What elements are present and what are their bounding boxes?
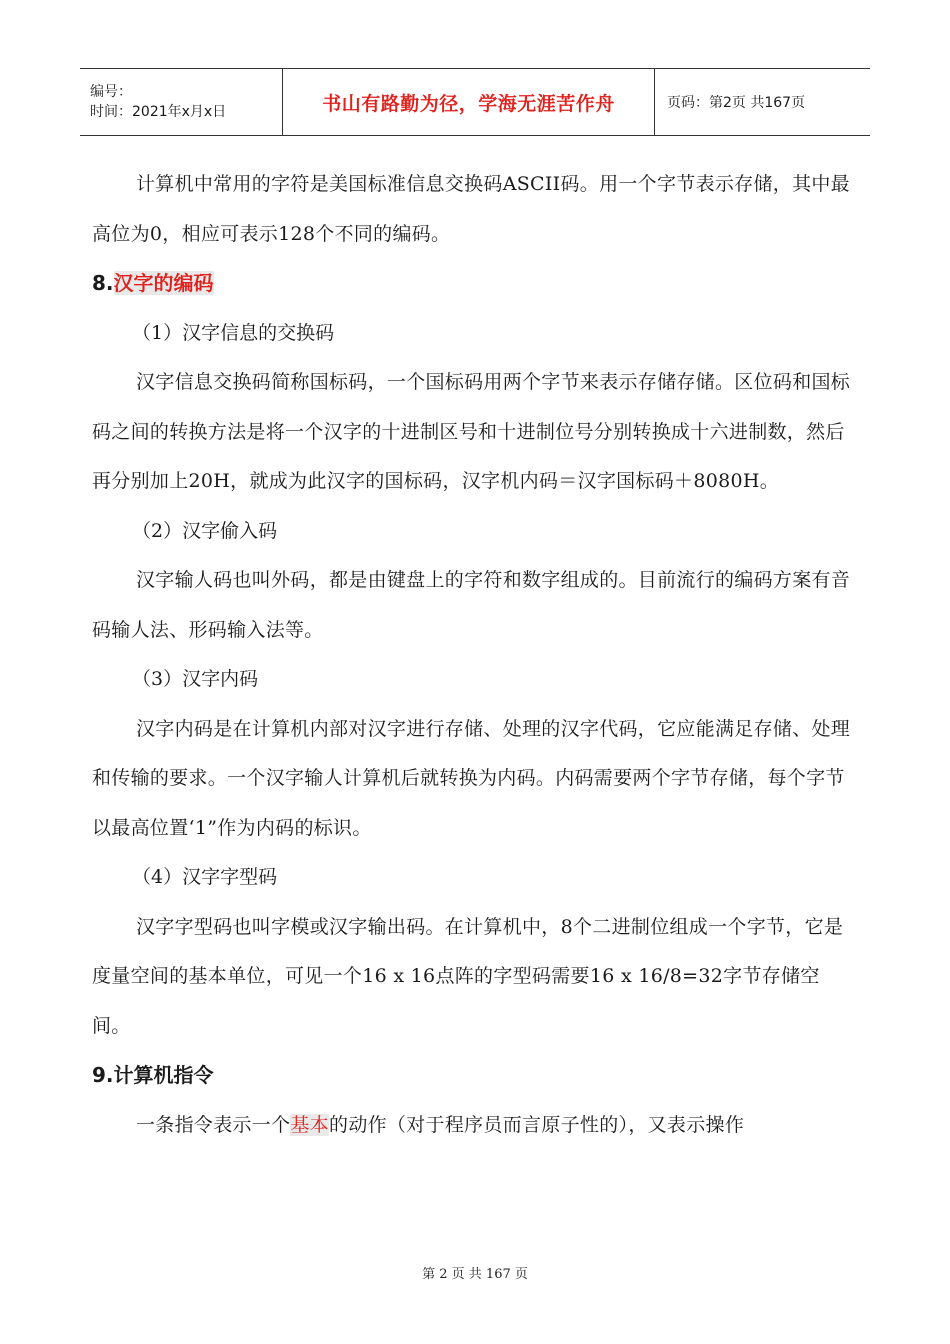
paragraph-glyph-code: 汉字字型码也叫字模或汉字输出码。在计算机中，8个二进制位组成一个字节，它是度量空间的基本单位，可见一个16 x 16点阵的字型码需要16 x 16/8=32字节存储空间。 — [92, 915, 844, 1037]
page-footer: 第 2 页 共 167 页 — [422, 1267, 528, 1282]
paragraph-internal-code: 汉字内码是在计算机内部对汉字进行存储、处理的汉字代码，它应能满足存储、处理和传输的要求。一个汉字输人计算机后就转换为内码。内码需要两个字节存储，每个字节以最高位置‘1”作为内码的标识。 — [92, 717, 851, 839]
header-page-cell — [655, 69, 870, 135]
page-header — [80, 68, 870, 136]
motto: 书山有路勤为径，学海无涯苦作舟 — [322, 92, 615, 115]
section-8-heading — [92, 259, 854, 309]
paragraph-input-code: 汉字输人码也叫外码，都是由键盘上的字符和数字组成的。目前流行的编码方案有音码输人法、形码输入法等。 — [92, 569, 851, 641]
subheading-3: （3）汉字内码 — [132, 668, 259, 690]
section-9-heading: 9.计算机指令 — [92, 1063, 214, 1087]
paragraph-ascii: 计算机中常用的字符是美国标准信息交换码ASCII码。用一个字节表示存储，其中最高位为0，相应可表示128个不同的编码。 — [92, 173, 850, 245]
time-label: 时间：2021年x月x日 — [90, 104, 227, 120]
paragraph-exchange-code: 汉字信息交换码简称国标码，一个国标码用两个字节来表示存储存储。区位码和国标码之间的转换方法是将一个汉字的十进制区号和十进制位号分别转换成十六进制数，然后再分别加上20H，就成为此汉字的国标码，汉字机内码＝汉字国标码＋8080H。 — [92, 371, 851, 492]
header-meta — [80, 69, 282, 135]
instruction-text-end: 的动作（对于程序员而言原子性的），又表示操作 — [329, 1113, 745, 1136]
document-body — [92, 160, 854, 1150]
page-info: 页码：第2页 共167页 — [667, 95, 806, 111]
section-8-title: 汉字的编码 — [113, 271, 214, 295]
number-label: 编号： — [90, 84, 132, 100]
section-8-number: 8. — [92, 271, 114, 295]
instruction-text-start: 一条指令表示一个 — [136, 1113, 291, 1136]
paragraph-instruction — [92, 1101, 854, 1151]
subheading-1: （1）汉字信息的交换码 — [132, 321, 335, 344]
header-motto-cell — [282, 69, 655, 135]
subheading-4: （4）汉字字型码 — [132, 866, 278, 888]
highlight-basic: 基本 — [290, 1113, 330, 1136]
subheading-2: （2）汉字偷入码 — [132, 519, 278, 542]
